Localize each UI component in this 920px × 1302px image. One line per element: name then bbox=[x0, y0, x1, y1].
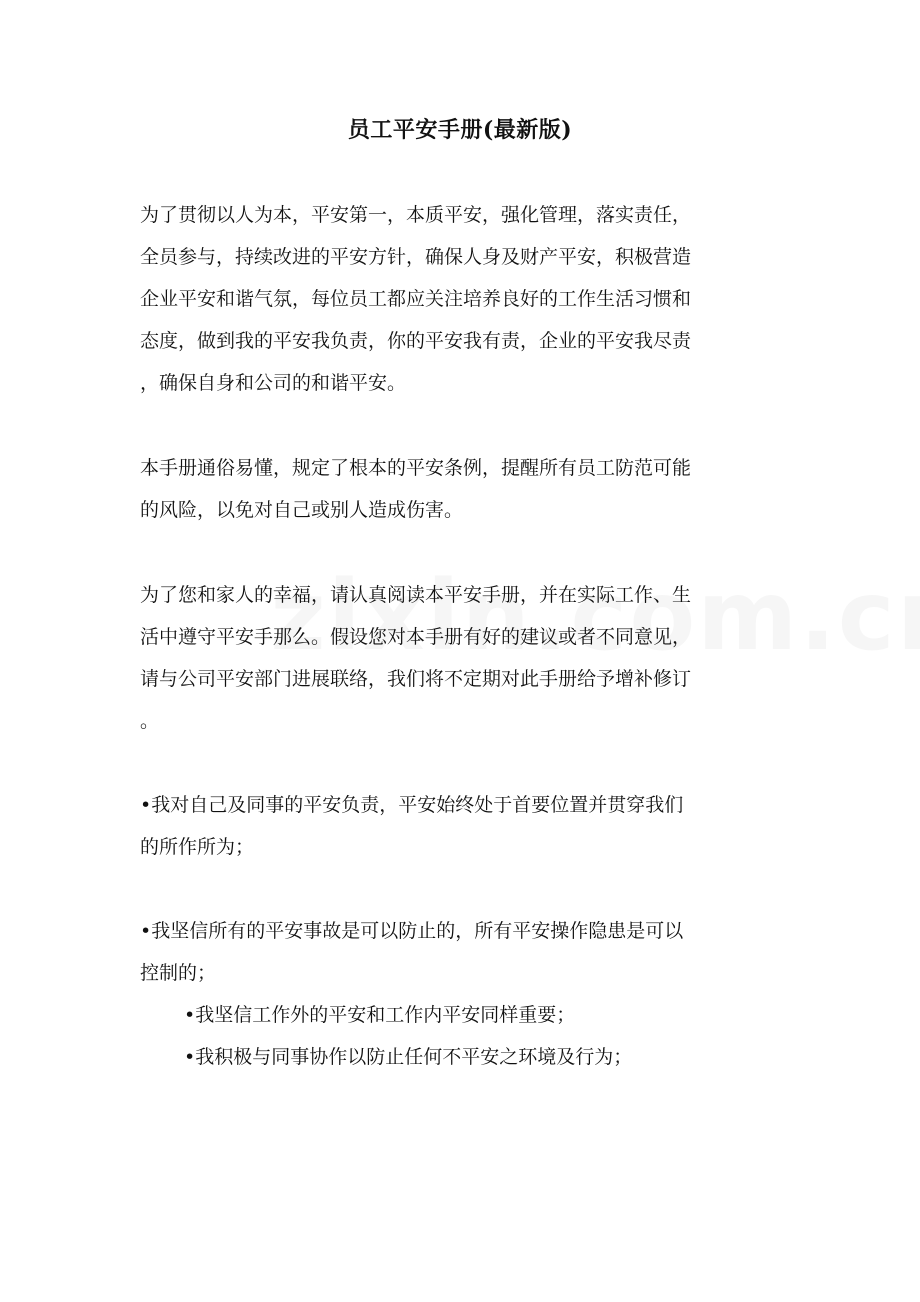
paragraph-line: 全员参与，持续改进的平安方针，确保人身及财产平安，积极营造 bbox=[140, 246, 692, 268]
paragraph-line: ，确保自身和公司的和谐平安。 bbox=[140, 372, 407, 394]
paragraph-line: 本手册通俗易懂，规定了根本的平安条例，提醒所有员工防范可能 bbox=[140, 457, 692, 479]
intro-paragraph bbox=[140, 194, 780, 404]
paragraph-line: 请与公司平安部门进展联络，我们将不定期对此手册给予增补修订 bbox=[140, 668, 692, 690]
paragraph-line: 活中遵守平安手那么。假设您对本手册有好的建议或者不同意见， bbox=[140, 626, 692, 648]
paragraph-line: 态度，做到我的平安我负责，你的平安我有责，企业的平安我尽责 bbox=[140, 330, 692, 352]
bullet-line: •我坚信所有的平安事故是可以防止的，所有平安操作隐患是可以 bbox=[140, 920, 684, 942]
bullet-line: 的所作所为； bbox=[140, 836, 255, 858]
bullet-line: •我对自己及同事的平安负责，平安始终处于首要位置并贯穿我们 bbox=[140, 794, 684, 816]
sub-bullet-item: •我坚信工作外的平安和工作内平安同样重要； bbox=[184, 1004, 576, 1026]
bullet-line: 控制的； bbox=[140, 962, 217, 984]
bullet-item bbox=[140, 784, 780, 868]
bullet-item bbox=[140, 910, 780, 994]
paragraph-line: 。 bbox=[140, 710, 160, 732]
manual-description-paragraph bbox=[140, 447, 780, 531]
document-title: 员工平安手册(最新版) bbox=[347, 117, 573, 143]
paragraph-line: 的风险，以免对自己或别人造成伤害。 bbox=[140, 499, 464, 521]
paragraph-line: 为了您和家人的幸福，请认真阅读本平安手册，并在实际工作、生 bbox=[140, 584, 692, 606]
paragraph-line: 为了贯彻以人为本，平安第一，本质平安，强化管理，落实责任， bbox=[140, 204, 692, 226]
reading-request-paragraph bbox=[140, 574, 780, 742]
paragraph-line: 企业平安和谐气氛，每位员工都应关注培养良好的工作生活习惯和 bbox=[140, 288, 692, 310]
sub-bullet-item: •我积极与同事协作以防止任何不平安之环境及行为； bbox=[184, 1046, 633, 1068]
